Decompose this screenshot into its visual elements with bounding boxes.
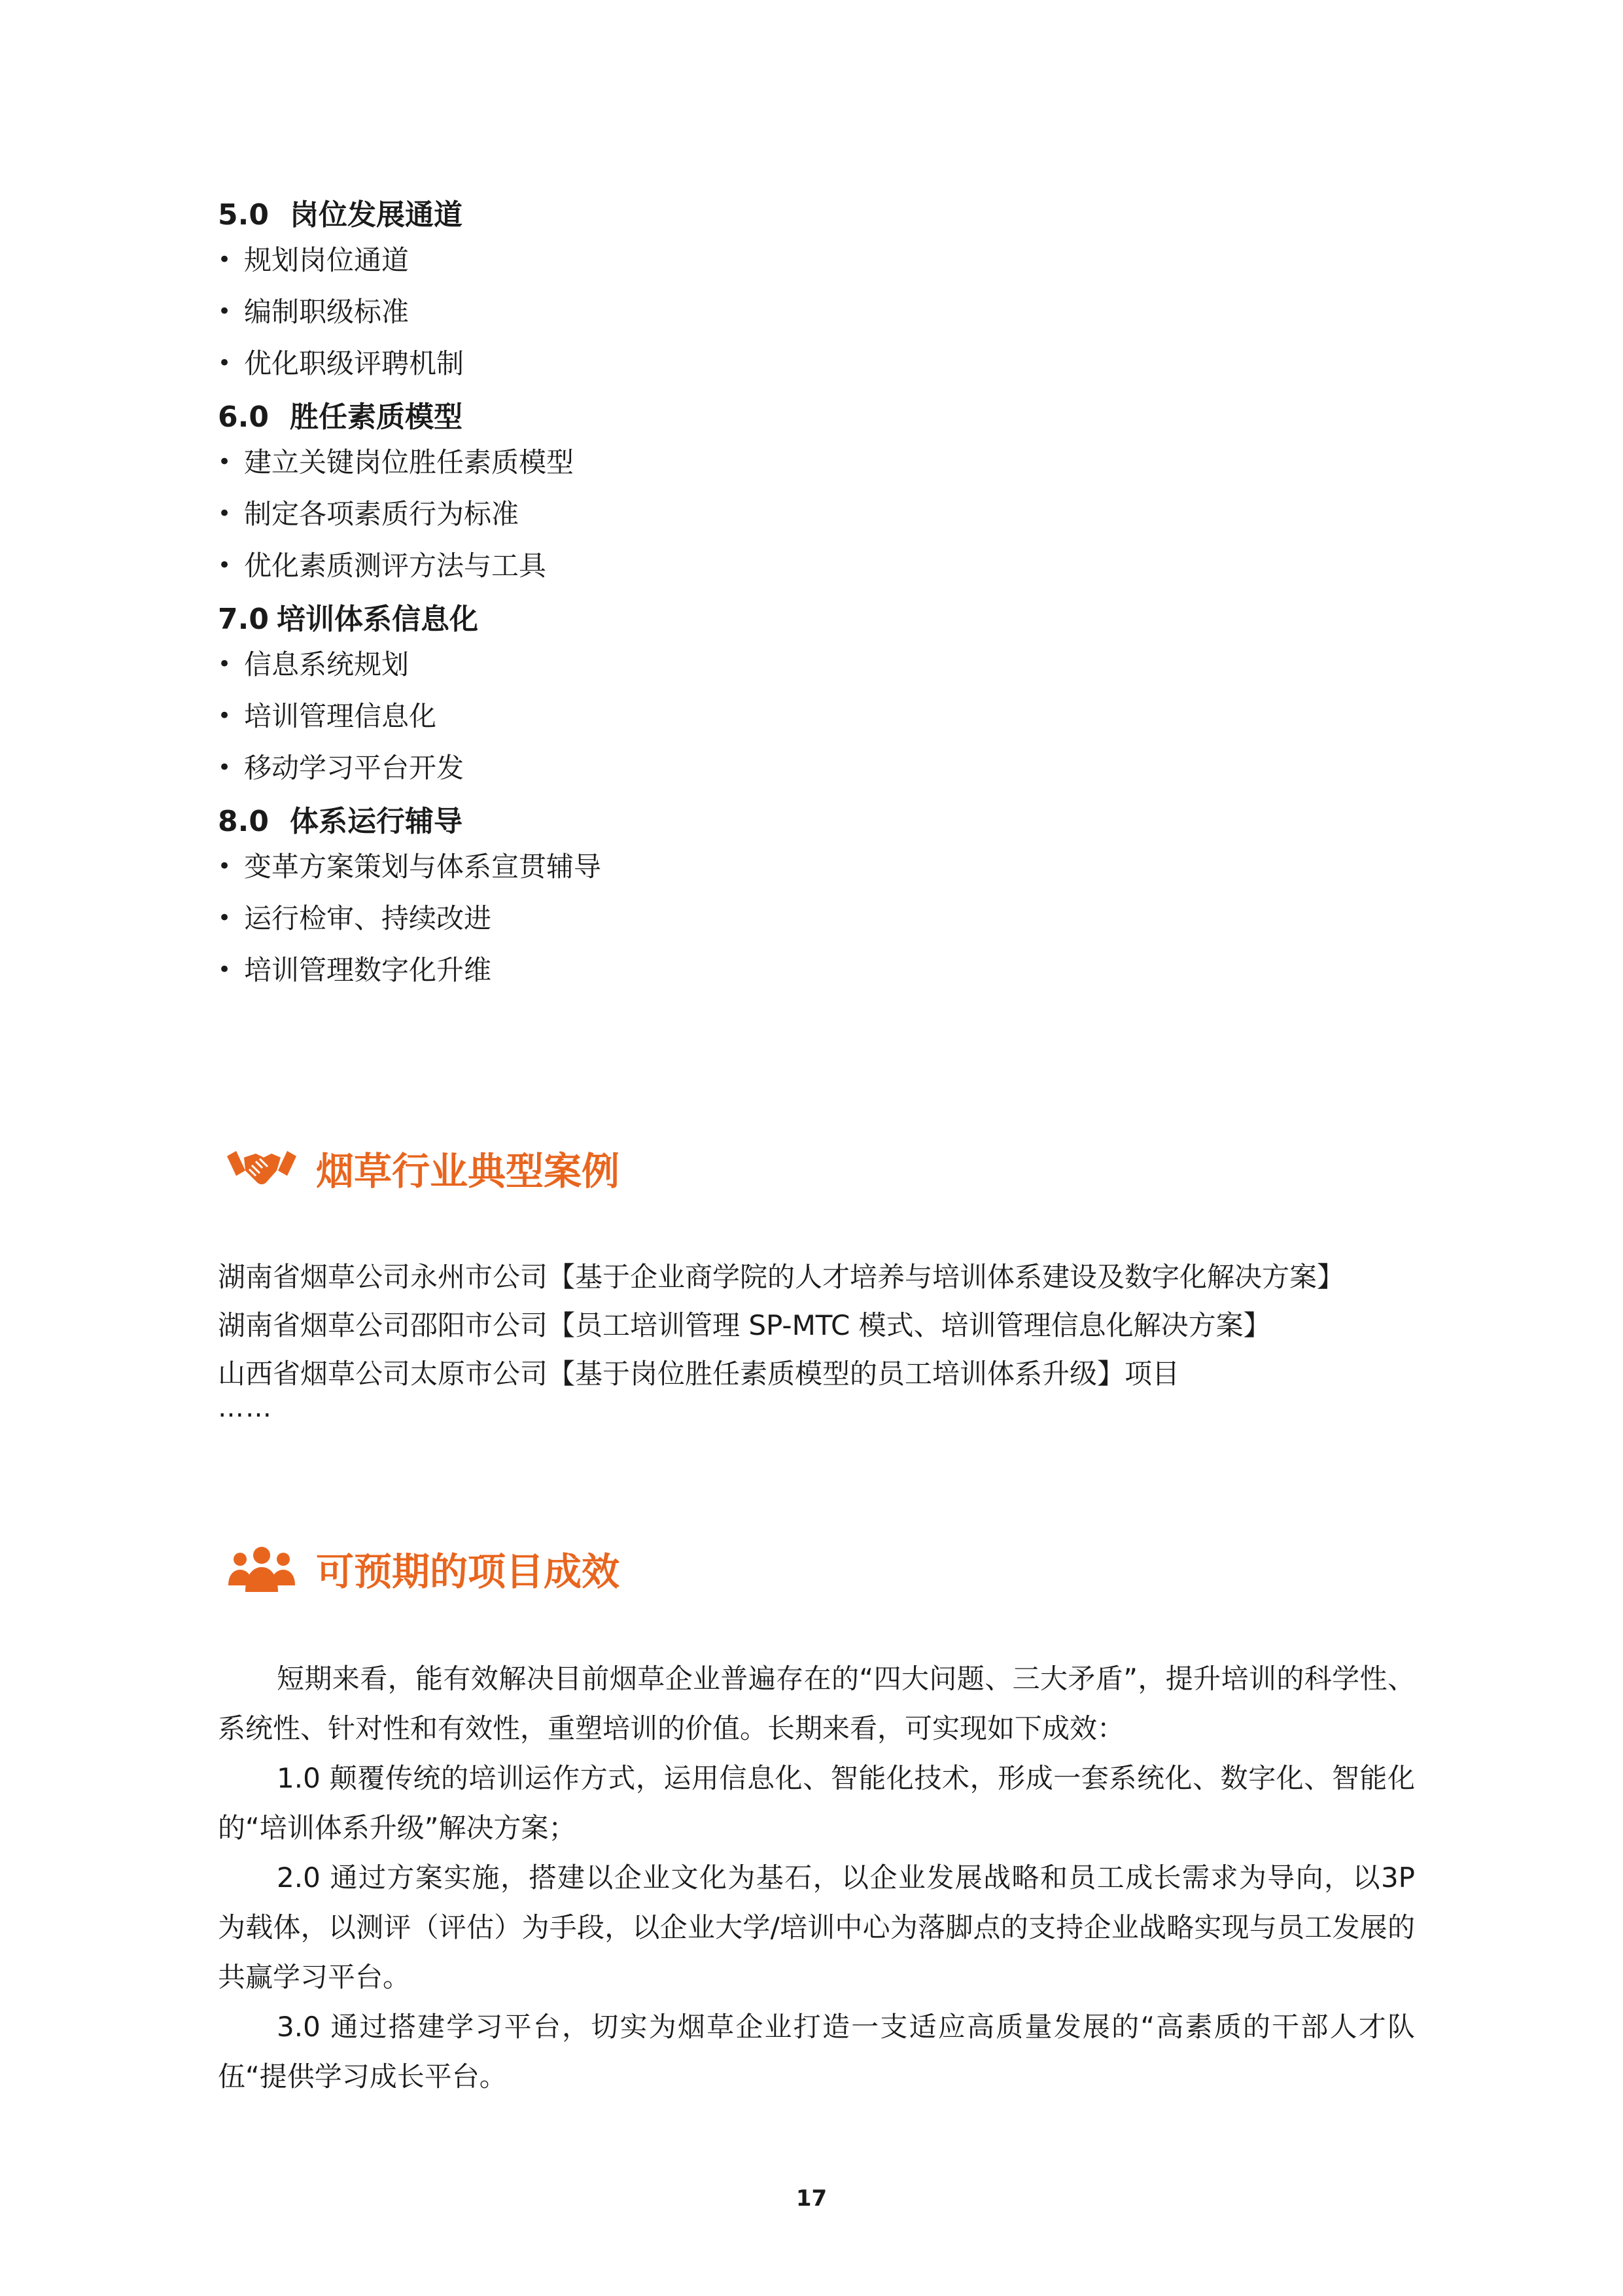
page-number: 17	[795, 2185, 828, 2212]
list-item: • 制定各项素质行为标准	[218, 488, 1461, 540]
handshake-icon	[226, 1142, 298, 1194]
case-ellipsis: ……	[218, 1393, 273, 1423]
list-item: • 运行检审、持续改进	[218, 892, 1461, 944]
effects-heading	[226, 1539, 620, 1598]
section-title: 培训体系信息化	[277, 603, 478, 636]
list-item: • 建立关键岗位胜任素质模型	[218, 436, 1461, 488]
section-number: 5.0	[218, 198, 269, 232]
list-item: • 变革方案策划与体系宣贯辅导	[218, 841, 1461, 892]
section-number: 6.0	[218, 400, 269, 434]
list-item: • 移动学习平台开发	[218, 742, 1461, 794]
effects-paragraph: 3.0 通过搭建学习平台，切实为烟草企业打造一支适应高质量发展的“高素质的干部人才队伍“提供学习成长平台。	[218, 2011, 1415, 2093]
section-heading	[218, 601, 1461, 639]
cases-heading	[226, 1139, 620, 1197]
list-item: • 培训管理数字化升维	[218, 944, 1461, 996]
list-item: • 优化素质测评方法与工具	[218, 540, 1461, 592]
service-modules	[218, 196, 1461, 996]
section-heading	[218, 398, 1461, 436]
section-items	[218, 436, 1461, 592]
section-heading	[218, 196, 1461, 234]
section-number: 8.0	[218, 805, 269, 838]
effects-paragraph: 短期来看，能有效解决目前烟草企业普遍存在的“四大问题、三大矛盾”，提升培训的科学性、系统性、针对性和有效性，重塑培训的价值。长期来看，可实现如下成效：	[218, 1663, 1415, 1744]
section-5	[218, 196, 1461, 389]
section-8	[218, 803, 1461, 996]
effects-title: 可预期的项目成效	[316, 1549, 620, 1594]
case-item: 湖南省烟草公司邵阳市公司【员工培训管理 SP-MTC 模式、培训管理信息化解决方案】	[218, 1309, 1271, 1341]
case-item: 湖南省烟草公司永州市公司【基于企业商学院的人才培养与培训体系建设及数字化解决方案】	[218, 1261, 1345, 1293]
list-item: • 规划岗位通道	[218, 234, 1461, 286]
effects-paragraph: 2.0 通过方案实施，搭建以企业文化为基石，以企业发展战略和员工成长需求为导向，以3P 为载体，以测评（评估）为手段，以企业大学/培训中心为落脚点的支持企业战略实现与员工发展的共赢学习平台。	[218, 1862, 1415, 1993]
case-list	[218, 1253, 1461, 1424]
list-item: • 信息系统规划	[218, 639, 1461, 690]
team-icon	[226, 1542, 298, 1595]
case-item: 山西省烟草公司太原市公司【基于岗位胜任素质模型的员工培训体系升级】项目	[218, 1358, 1180, 1390]
section-items	[218, 639, 1461, 794]
section-items	[218, 841, 1461, 996]
cases-title: 烟草行业典型案例	[316, 1149, 620, 1193]
effects-body	[218, 1654, 1415, 2102]
section-6	[218, 398, 1461, 592]
section-items	[218, 234, 1461, 389]
section-number: 7.0	[218, 603, 269, 636]
section-title: 岗位发展通道	[290, 198, 462, 232]
section-title: 胜任素质模型	[290, 400, 462, 434]
section-7	[218, 601, 1461, 794]
list-item: • 培训管理信息化	[218, 690, 1461, 742]
list-item: • 编制职级标准	[218, 286, 1461, 338]
effects-paragraph: 1.0 颠覆传统的培训运作方式，运用信息化、智能化技术，形成一套系统化、数字化、智能化的“培训体系升级”解决方案；	[218, 1762, 1415, 1844]
section-heading	[218, 803, 1461, 841]
list-item: • 优化职级评聘机制	[218, 338, 1461, 389]
section-title: 体系运行辅导	[290, 805, 462, 838]
